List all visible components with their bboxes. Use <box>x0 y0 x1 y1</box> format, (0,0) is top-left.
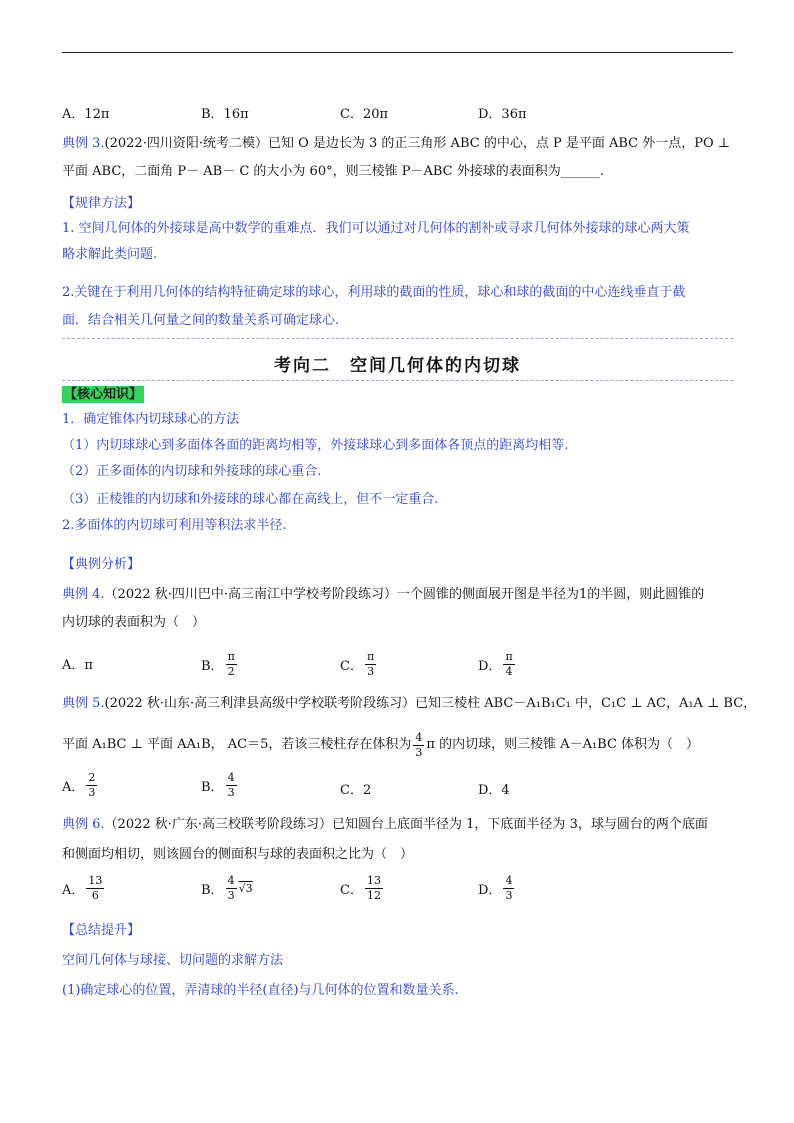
section-title: 考向二 空间几何体的内切球 <box>274 356 521 376</box>
ex6-option-a: A． $\frac{13}{6}$ <box>62 874 103 902</box>
ex6-option-b: B． $\frac{4}{3}$ √3 <box>201 874 253 902</box>
example6-text1: （2022 秋·广东·高三校联考阶段练习）已知圆台上底面半径为 1，下底面半径为 3，球与圆台的两个底面 <box>104 817 708 832</box>
core-item2: 2.多面体的内切球可利用等积法求半径. <box>62 518 287 533</box>
core-tag-line <box>62 385 144 405</box>
core-knowledge-tag: 【核心知识】 <box>64 387 143 402</box>
ex5-option-b: B． $\frac{4}{3}$ <box>201 771 235 799</box>
example3-line2: 平面 ABC，二面角 P－ AB－ C 的大小为 60°，则三棱锥 P－ABC 外接球的表面积为______. <box>62 164 604 179</box>
example6-line1 <box>62 815 708 835</box>
example4-text1: （2022 秋·四川巴中·高三南江中学校考阶段练习）一个圆锥的侧面展开图是半径为1的半圆，则此圆锥的 <box>104 587 705 602</box>
example4-line1 <box>62 585 704 605</box>
ex5-option-a: A． $\frac{2}{3}$ <box>62 771 96 799</box>
example3-text1: (2022·四川资阳·统考二模）已知 O 是边长为 3 的正三角形 ABC 的中心，点 P 是平面 ABC 外一点，PO ⊥ <box>104 136 730 151</box>
summary-line1: 空间几何体与球接、切问题的求解方法 <box>62 953 284 968</box>
ex4-option-b: B． $\frac{\pi}{2}$ <box>201 650 235 678</box>
ex6-option-c: C． $\frac{13}{12}$ <box>340 874 381 902</box>
method-p2-line2: 面．结合相关几何量之间的数量关系可确定球心. <box>62 313 340 328</box>
example6-line2: 和侧面均相切，则该圆台的侧面积与球的表面积之比为（ ） <box>62 847 414 862</box>
analysis-header: 【典例分析】 <box>62 557 141 572</box>
header-rule <box>62 52 733 53</box>
method-p1-line2: 略求解此类问题. <box>62 247 158 262</box>
core-item1b: （2）正多面体的内切球和外接球的球心重合. <box>62 464 322 479</box>
ex5-option-c: C．2 <box>340 783 372 798</box>
method-header: 【规律方法】 <box>62 196 141 211</box>
core-item1a: （1）内切球球心到多面体各面的距离均相等，外接球球心到多面体各顶点的距离均相等. <box>62 438 569 453</box>
example5-line1 <box>62 694 756 714</box>
section-divider-bottom <box>62 380 733 381</box>
ex5-option-d: D．4 <box>478 783 510 798</box>
example3-line1 <box>62 134 730 154</box>
summary-line2: (1)确定球心的位置，弄清球的半径(直径)与几何体的位置和数量关系. <box>62 983 459 998</box>
summary-header: 【总结提升】 <box>62 923 141 938</box>
ex6-option-d: D． $\frac{4}{3}$ <box>478 874 513 902</box>
ex4-option-d: D． $\frac{\pi}{4}$ <box>478 650 513 678</box>
example4-line2: 内切球的表面积为（ ） <box>62 615 206 630</box>
method-p1-line1: 1. 空间几何体的外接球是高中数学的重难点．我们可以通过对几何体的割补或寻求几何体外接球的球心两大策 <box>62 221 690 236</box>
option-c: C．20π <box>340 107 389 122</box>
example5-line2: 平面 A₁BC ⊥ 平面 AA₁B， AC＝5，若该三棱柱存在体积为 $\frac{4}{3}$ π 的内切球，则三棱锥 A－A₁BC 体积为（ ） <box>62 730 700 759</box>
option-d: D．36π <box>478 107 527 122</box>
ex4-option-a: A．π <box>62 658 93 673</box>
example5-text1: (2022 秋·山东·高三利津县高级中学校联考阶段练习）已知三棱柱 ABC－A₁B₁C₁ 中，C₁C ⊥ AC，A₁A ⊥ BC， <box>104 696 757 711</box>
method-p2-line1: 2.关键在于利用几何体的结构特征确定球的球心，利用球的截面的性质，球心和球的截面的中心连线垂直于截 <box>62 285 686 300</box>
example4-label: 典例 4. <box>62 587 105 602</box>
option-b: B．16π <box>201 107 249 122</box>
example6-label: 典例 6. <box>62 817 105 832</box>
option-a: A．12π <box>62 107 110 122</box>
example5-label: 典例 5. <box>62 696 105 711</box>
example3-label: 典例 3. <box>62 136 105 151</box>
ex4-option-c: C． $\frac{\pi}{3}$ <box>340 650 375 678</box>
section-divider-top <box>62 338 733 339</box>
core-item1c: （3）正棱锥的内切球和外接球的球心都在高线上，但不一定重合. <box>62 492 439 507</box>
core-item1: 1．确定锥体内切球球心的方法 <box>62 412 240 427</box>
